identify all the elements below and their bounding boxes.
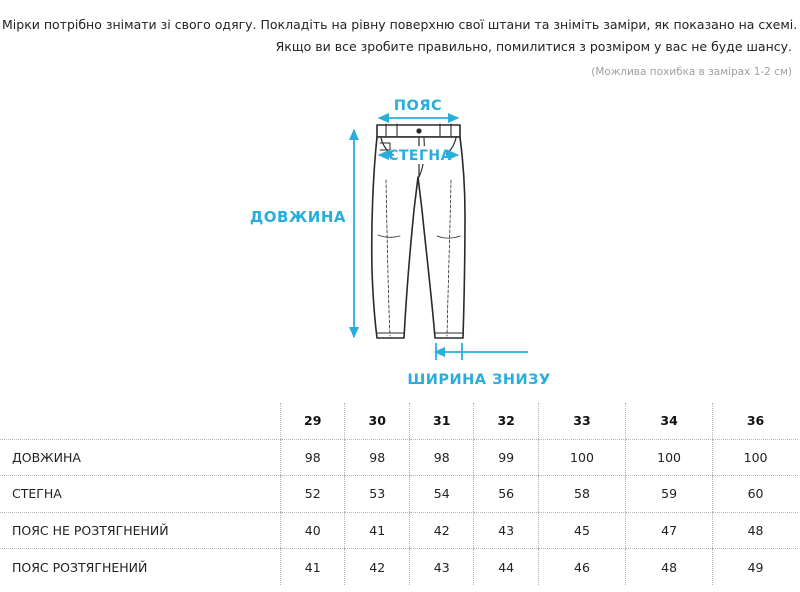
intro-line-1: Мірки потрібно знімати зі свого одягу. Покладіть на рівну поверхню свої штани та зніміть заміри, як показано на схемі. [2,17,798,32]
size-header-cell: 32 [474,403,538,439]
label-waist: ПОЯС [393,98,443,114]
table-cell: 42 [345,549,409,585]
size-header-cell: 33 [538,403,625,439]
table-cell: 41 [281,549,345,585]
table-cell: 43 [474,512,538,549]
table-row [0,549,798,585]
table-corner [0,403,281,439]
label-hips: СТЕГНА [388,148,452,164]
table-row [0,439,798,476]
table-cell: 45 [538,512,625,549]
size-header-cell: 30 [345,403,409,439]
table-cell: 98 [345,439,409,476]
size-header-cell: 31 [409,403,473,439]
table-cell: 43 [409,549,473,585]
table-cell: 98 [409,439,473,476]
table-cell: 99 [474,439,538,476]
table-cell: 58 [538,476,625,513]
measurement-error-note: (Можлива похибка в замірах 1-2 см) [591,66,792,78]
table-cell: 48 [626,549,713,585]
table-cell: 40 [281,512,345,549]
table-cell: 54 [409,476,473,513]
size-header-row [0,403,798,439]
table-cell: 44 [474,549,538,585]
row-label: СТЕГНА [0,476,281,513]
row-label: ПОЯС НЕ РОЗТЯГНЕНИЙ [0,512,281,549]
table-row [0,476,798,513]
row-label: ДОВЖИНА [0,439,281,476]
size-header-cell: 34 [626,403,713,439]
label-length: ДОВЖИНА [249,208,346,226]
table-cell: 60 [713,476,798,513]
size-header-cell: 36 [713,403,798,439]
label-bottom-width: ШИРИНА ЗНИЗУ [407,372,551,388]
table-cell: 49 [713,549,798,585]
table-cell: 46 [538,549,625,585]
table-cell: 42 [409,512,473,549]
table-cell: 41 [345,512,409,549]
table-cell: 56 [474,476,538,513]
table-cell: 100 [713,439,798,476]
table-cell: 100 [626,439,713,476]
table-cell: 59 [626,476,713,513]
row-label: ПОЯС РОЗТЯГНЕНИЙ [12,559,148,575]
table-cell: 47 [626,512,713,549]
table-cell: 52 [281,476,345,513]
size-header-cell: 29 [281,403,345,439]
table-cell: 48 [713,512,798,549]
table-cell: 100 [538,439,625,476]
intro-line-2: Якщо ви все зробите правильно, помилитися з розміром у вас не буде шансу. [275,39,792,54]
table-cell: 53 [345,476,409,513]
table-cell: 98 [281,439,345,476]
table-row [0,512,798,549]
size-table [0,403,798,585]
